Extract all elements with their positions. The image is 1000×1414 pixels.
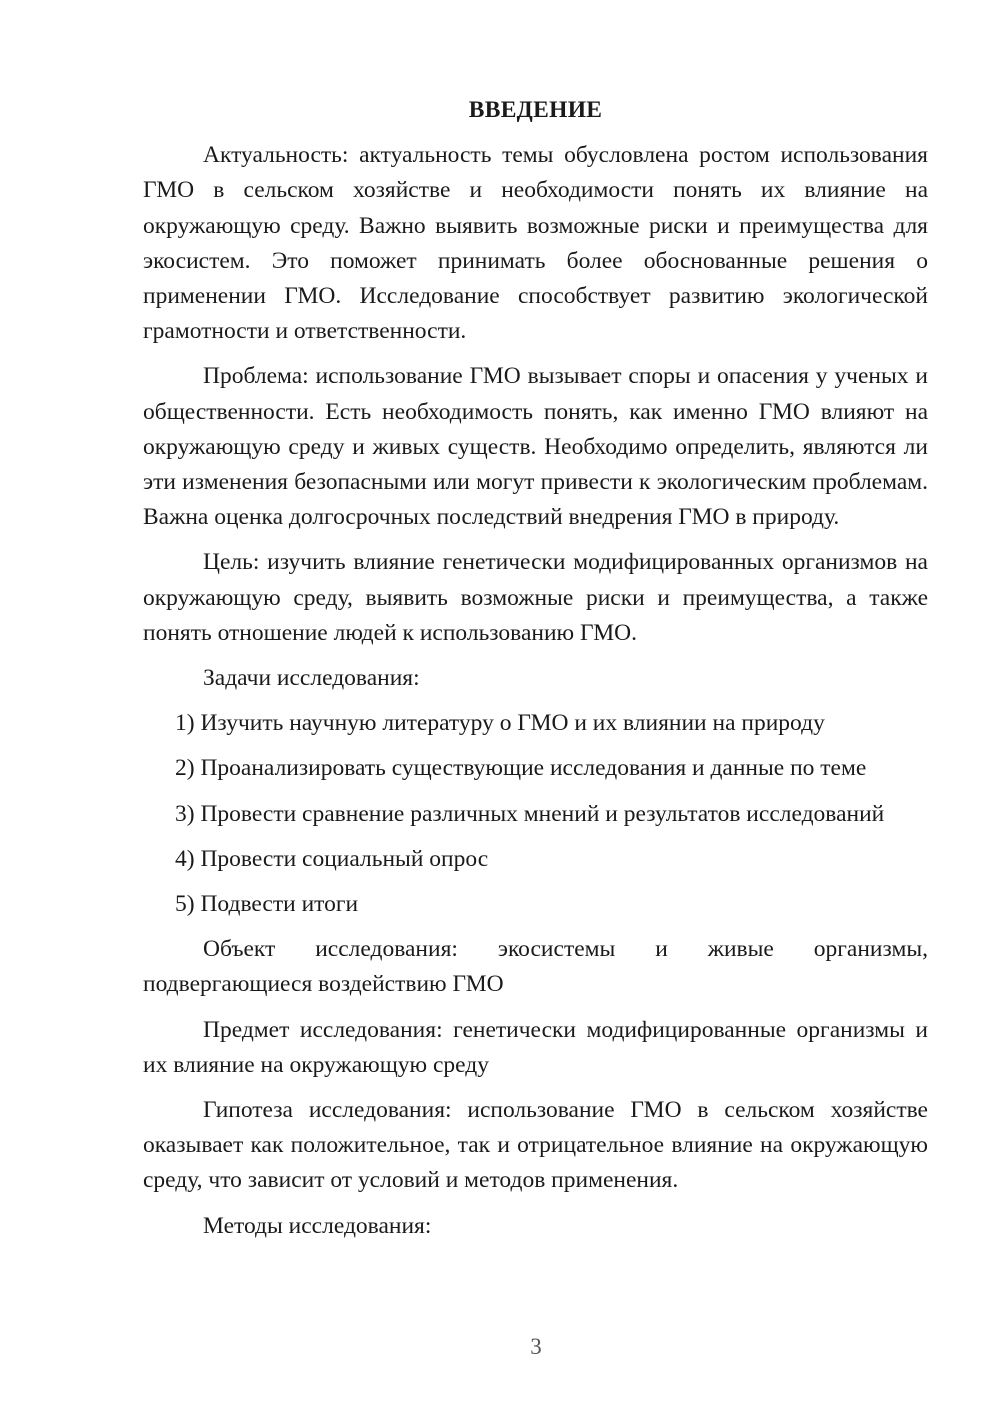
task-item-5: 5) Подвести итоги (175, 891, 359, 918)
paragraph-subject: Предмет исследования: генетически модифицированные организмы и их влияние на окружающую среду (143, 1016, 928, 1078)
page-number: 3 (530, 1334, 542, 1359)
paragraph-relevance: Актуальность: актуальность темы обусловлена ростом использования ГМО в сельском хозяйстве и необходимости понять их влияние на окружающую среду. Важно выявить возможные риски и преимущества для экосистем. Это поможет принимать более обоснованные решения о применении ГМО. Исследование способствует развитию экологической грамотности и ответственности. (143, 142, 928, 345)
methods-heading: Методы исследования: (203, 1212, 432, 1239)
paragraph-object: Объект исследования: экосистемы и живые организмы, подвергающиеся воздействию ГМО (143, 936, 928, 998)
section-title: ВВЕДЕНИЕ (468, 97, 603, 123)
task-item-1: 1) Изучить научную литературу о ГМО и их влиянии на природу (175, 710, 825, 737)
paragraph-hypothesis: Гипотеза исследования: использование ГМО в сельском хозяйстве оказывает как положительное, так и отрицательное влияние на окружающую среду, что зависит от условий и методов применения. (143, 1097, 928, 1194)
page-content (143, 93, 928, 1254)
task-item-4: 4) Провести социальный опрос (175, 845, 489, 872)
tasks-heading: Задачи исследования: (203, 665, 420, 692)
task-item-2: 2) Проанализировать существующие исследования и данные по теме (175, 755, 867, 782)
task-list (143, 706, 928, 922)
paragraph-problem: Проблема: использование ГМО вызывает споры и опасения у ученых и общественности. Есть необходимость понять, как именно ГМО влияют на окружающую среду и живых существ. Необходимо определить, являются ли эти изменения безопасными или могут привести к экологическим проблемам. Важна оценка долгосрочных последствий внедрения ГМО в природу. (143, 363, 928, 531)
task-item-3: 3) Провести сравнение различных мнений и результатов исследований (175, 800, 885, 827)
paragraph-goal: Цель: изучить влияние генетически модифицированных организмов на окружающую среду, выявить возможные риски и преимущества, а также понять отношение людей к использованию ГМО. (143, 549, 928, 646)
